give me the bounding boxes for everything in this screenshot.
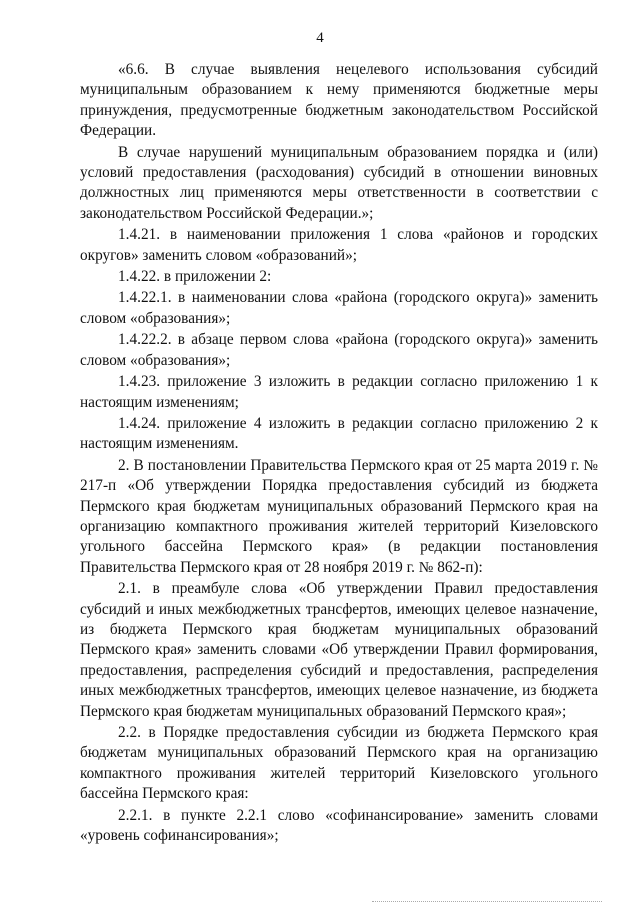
paragraph-2: 2. В постановлении Правительства Пермского края от 25 марта 2019 г. № 217-п «Об утверждении Порядка предоставления субсидий из бюджета Пермского края бюджетам муниципальных образований Пермского края на организацию компактного проживания жителей территорий Кизеловского угольного бассейна Пермского края» (в редакции постановления Правительства Пермского края от 28 ноября 2019 г. № 862-п): [80, 456, 598, 576]
document-body [80, 60, 598, 847]
paragraph-6-6: «6.6. В случае выявления нецелевого использования субсидий муниципальным образованием к нему применяются бюджетные меры принуждения, предусмотренные бюджетным законодательством Российской Федерации. [80, 61, 598, 140]
page-number: 4 [316, 30, 324, 46]
paragraph-2-2-1: 2.2.1. в пункте 2.2.1 слово «софинансирование» заменить словами «уровень софинансирования»; [80, 806, 598, 845]
paragraph-2-2: 2.2. в Порядке предоставления субсидии из бюджета Пермского края бюджетам муниципальных образований Пермского края на организацию компактного проживания жителей территорий Кизеловского угольного бассейна Пермского края: [80, 724, 598, 803]
paragraph-1-4-22-1: 1.4.22.1. в наименовании слова «района (городского округа)» заменить словом «образования»; [80, 289, 598, 327]
paragraph-1-4-22-2: 1.4.22.2. в абзаце первом слова «района (городского округа)» заменить словом «образования»; [80, 331, 598, 369]
paragraph-1-4-22: 1.4.22. в приложении 2: [118, 268, 272, 286]
paragraph-2-1: 2.1. в преамбуле слова «Об утверждении Правил предоставления субсидий и иных межбюджетных трансфертов, имеющих целевое назначение, из бюджета Пермского края бюджетам муниципальных образований Пермского края» заменить словами «Об утверждении Правил формирования, предоставления, распределения субсидий и предоставления, распределения иных межбюджетных трансфертов, имеющих целевое назначение, из бюджета Пермского края бюджетам муниципальных образований Пермского края»; [80, 580, 598, 720]
paragraph-1-4-23: 1.4.23. приложение 3 изложить в редакции согласно приложению 1 к настоящим изменениям; [80, 373, 598, 411]
paragraph-1-4-21: 1.4.21. в наименовании приложения 1 слова «районов и городских округов» заменить словом «образований»; [80, 226, 598, 264]
paragraph-1-4-24: 1.4.24. приложение 4 изложить в редакции согласно приложению 2 к настоящим изменениям. [80, 414, 598, 453]
scan-artifact-line [372, 901, 602, 902]
paragraph-violations: В случае нарушений муниципальным образованием порядка и (или) условий предоставления (расходования) субсидий в отношении виновных должностных лиц применяются меры ответственности в соответствии с законодательством Российской Федерации.»; [80, 143, 598, 222]
